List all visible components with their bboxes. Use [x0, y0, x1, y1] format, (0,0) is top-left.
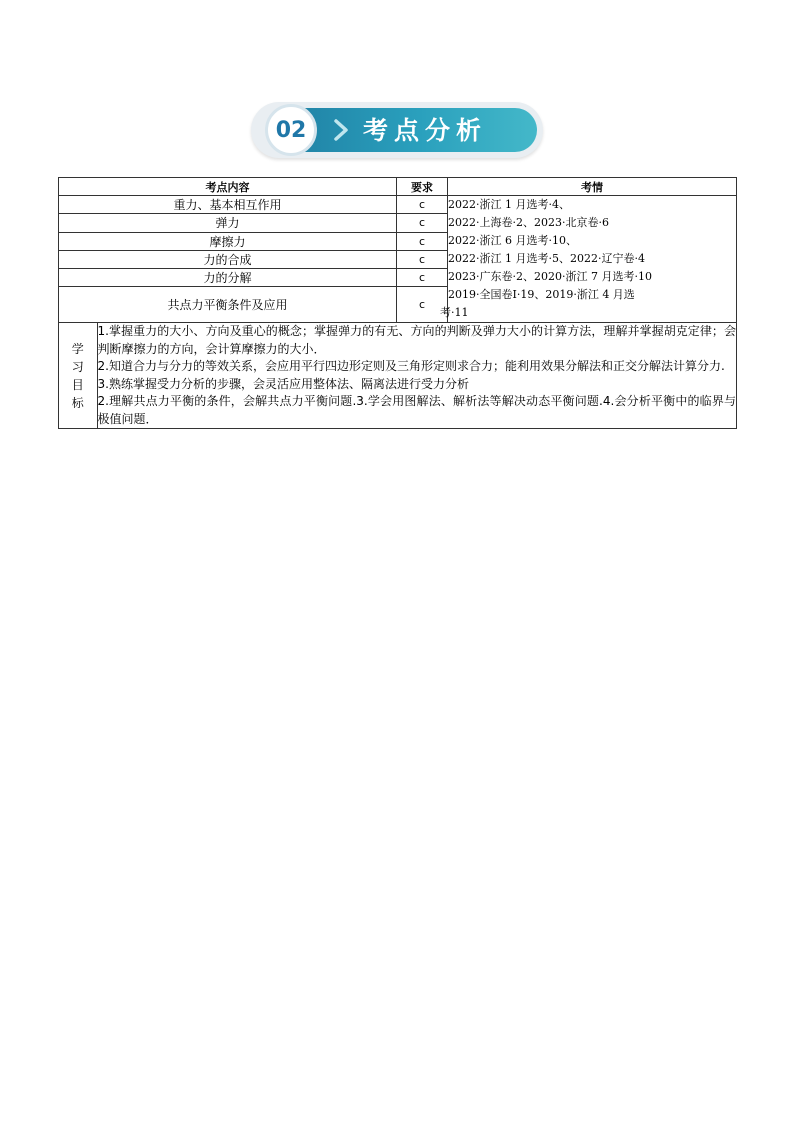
requirement-cell: c [397, 269, 448, 287]
goals-label-char: 标 [71, 395, 84, 410]
goal-paragraph: 2.知道合力与分力的等效关系，会应用平行四边形定则及三角形定则求合力；能利用效果分解法和正交分解法计算分力. [97, 359, 725, 373]
goal-paragraph: 1.掌握重力的大小、方向及重心的概念；掌握弹力的有无、方向的判断及弹力大小的计算方法，理解并掌握胡克定律；会判断摩擦力的方向，会计算摩擦力的大小． [97, 324, 736, 356]
requirement-cell: c [397, 214, 448, 232]
requirement-cell: c [397, 250, 448, 268]
topic-cell: 力的分解 [59, 269, 397, 287]
topic-cell: 摩擦力 [59, 232, 397, 250]
requirement-cell: c [397, 232, 448, 250]
banner-number-circle [265, 104, 317, 156]
banner-title: 考点分析 [363, 116, 488, 145]
situation-line: 2022·浙江 1 月选考·5、2022·辽宁卷·4 [448, 252, 645, 265]
goals-inner-table [59, 323, 736, 428]
situation-line: 考·11 [440, 306, 469, 319]
topic-cell: 力的合成 [59, 250, 397, 268]
goals-label-char: 习 [71, 359, 84, 374]
situation-line: 2022·浙江 6 月选考·10、 [448, 234, 577, 247]
situation-line: 2022·浙江 1 月选考·4、 [448, 198, 570, 211]
goals-cell [97, 323, 736, 428]
header-topic: 考点内容 [59, 178, 397, 196]
topic-cell: 弹力 [59, 214, 397, 232]
topic-cell: 重力、基本相互作用 [59, 196, 397, 214]
chevron-right-icon [331, 118, 353, 142]
requirement-cell: c [397, 196, 448, 214]
situation-line: 2023·广东卷·2、2020·浙江 7 月选考·10 [448, 270, 652, 283]
goal-paragraph: 3.熟练掌握受力分析的步骤，会灵活应用整体法、隔离法进行受力分析 [97, 376, 469, 391]
header-situation: 考情 [448, 178, 737, 196]
goals-inner-row [59, 323, 736, 428]
situation-cell [440, 196, 737, 323]
goals-label-char: 学 [71, 341, 84, 356]
exam-points-table [58, 177, 737, 429]
goals-row [59, 323, 737, 429]
goals-container [59, 323, 737, 429]
goal-paragraph: 2.理解共点力平衡的条件，会解共点力平衡问题.3.学会用图解法、解析法等解决动态平衡问题.4.会分析平衡中的临界与极值问题． [97, 394, 736, 426]
requirement-cell: c [397, 287, 448, 323]
goals-label-cell [59, 323, 97, 428]
banner-number: 02 [275, 117, 307, 143]
table-header-row [59, 178, 737, 196]
header-requirement: 要求 [397, 178, 448, 196]
goals-label-char: 目 [71, 377, 84, 392]
topic-cell: 共点力平衡条件及应用 [59, 287, 397, 323]
table-row [59, 196, 737, 214]
section-banner [245, 98, 547, 164]
situation-line: 2022·上海卷·2、2023·北京卷·6 [448, 216, 609, 229]
situation-line: 2019·全国卷Ⅰ·19、2019·浙江 4 月选 [448, 288, 635, 301]
